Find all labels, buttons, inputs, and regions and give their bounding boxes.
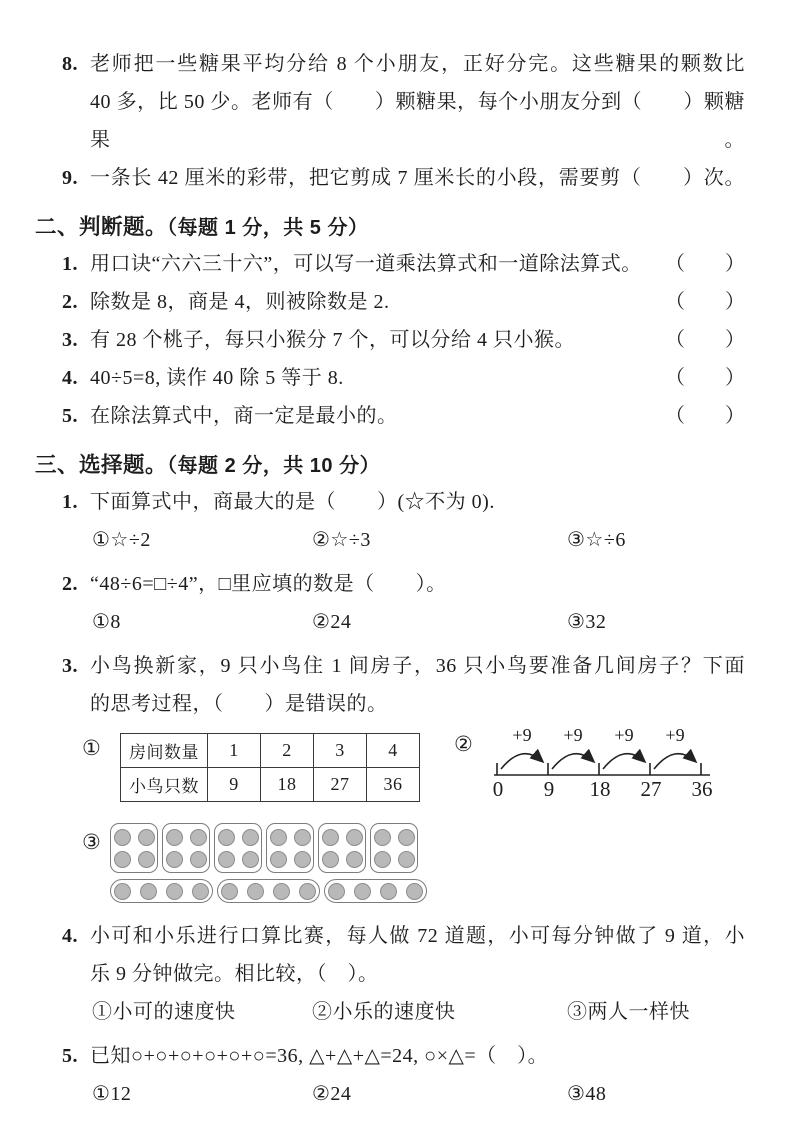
tick-label: 36 [691,777,713,801]
question-body [90,483,745,521]
section-score-note: （每题 1 分，共 5 分） [167,217,369,239]
table-cell: 3 [314,734,367,768]
option-2: ②☆÷3 [312,529,371,551]
question-number: 5. [62,405,78,427]
circle [328,883,345,900]
circle-group [162,823,210,873]
choice-question-4 [62,917,745,993]
circle-group [318,823,366,873]
plus9-arrow-icon [603,754,644,769]
circle-group [110,879,213,903]
question-number: 9. [62,167,78,189]
choice-question-3 [62,647,745,723]
question-text: 乐 9 分钟做完。相比较，（ ）。 [90,963,379,985]
circle [114,851,131,868]
table-cell: 4 [367,734,420,768]
option-2: ②小乐的速度快 [312,1001,456,1023]
circle [166,883,183,900]
answer-slot: （ ） [665,367,745,389]
judge-item-2 [62,283,745,321]
circle [218,829,235,846]
circle [270,829,287,846]
table-cell: 27 [314,768,367,802]
option-2: ②24 [312,611,352,633]
circle [247,883,264,900]
table-cell: 1 [208,734,261,768]
question-text: 老师把一些糖果平均分给 8 个小朋友，正好分完。这些糖果的颗数比 [90,53,745,75]
table-cell: 9 [208,768,261,802]
choice-2-options [92,603,745,641]
circle [218,851,235,868]
circle [346,829,363,846]
option-3: ③48 [567,1083,607,1105]
question-text: 40÷5=8, 读作 40 除 5 等于 8. [90,367,344,389]
circle-group [214,823,262,873]
question-text: 小可和小乐进行口算比赛，每人做 72 道题，小可每分钟做了 9 道，小 [90,925,745,947]
circle [190,851,207,868]
question-text: 40 多，比 50 少。老师有（ ）颗糖果，每个小朋友分到（ ）颗糖果。 [90,91,745,151]
circle-group [324,879,427,903]
question-number: 1. [62,253,78,275]
choice-5-options [92,1075,745,1113]
question-number: 4. [62,925,78,947]
choice-1-options [92,521,745,559]
circle [114,829,131,846]
question-text: 有 28 个桃子，每只小猴分 7 个，可以分给 4 只小猴。 [90,329,575,351]
section-title: 三、选择题。 [35,453,168,477]
option-3: ③☆÷6 [567,529,626,551]
question-number: 2. [62,291,78,313]
circle [138,829,155,846]
circle [190,829,207,846]
circle [322,829,339,846]
plus9-arrow-icon [654,754,695,769]
circle [166,829,183,846]
judge-item-1 [62,245,745,283]
tick-label: 18 [589,777,611,801]
table-cell: 36 [367,768,420,802]
answer-slot: （ ） [665,329,745,351]
question-text: “48÷6=□÷4”，□里应填的数是（ ）。 [90,573,447,595]
answer-slot: （ ） [665,291,745,313]
choice-question-1 [62,483,745,521]
judge-item-5 [62,397,745,435]
option-3: ③两人一样快 [567,1001,690,1023]
choice-3-diagrams [62,723,745,905]
question-number: 8. [62,53,78,75]
circle [270,851,287,868]
question-text: 的思考过程，（ ）是错误的。 [90,693,388,715]
question-text: 小鸟换新家，9 只小鸟住 1 间房子，36 只小鸟要准备几间房子？下面 [90,655,745,677]
circle [294,829,311,846]
question-number: 3. [62,655,78,677]
circle-groups [110,823,427,903]
question-number: 1. [62,491,78,513]
diagram-label-3: ③ [82,830,102,854]
table-cell: 2 [261,734,314,768]
option-2: ②24 [312,1083,352,1105]
circle [166,851,183,868]
answer-slot: （ ） [665,405,745,427]
question-number: 3. [62,329,78,351]
circle-group [110,823,158,873]
table-row [121,768,420,802]
option-1: ①☆÷2 [92,529,151,551]
question-text: 下面算式中，商最大的是（ ）(☆不为 0). [90,491,495,513]
question-8 [62,45,745,159]
circle [294,851,311,868]
circle [374,829,391,846]
question-text: 一条长 42 厘米的彩带，把它剪成 7 厘米长的小段，需要剪（ ）次。 [90,167,745,189]
circle [346,851,363,868]
diagram-label-2: ② [454,732,474,756]
number-line [482,723,722,807]
row-header: 小鸟只数 [121,768,208,802]
question-body [90,45,745,159]
rooms-birds-table [120,733,420,802]
row-header: 房间数量 [121,734,208,768]
question-text: 在除法算式中，商一定是最小的。 [90,405,398,427]
circle-groups-bottom-row [110,879,427,903]
circle-group [217,879,320,903]
arrow-label: +9 [614,725,634,745]
question-9 [62,159,745,197]
circle [273,883,290,900]
question-text: 已知○+○+○+○+○+○=36, △+△+△=24, ○×△=（ ）。 [90,1045,549,1067]
judge-item-4 [62,359,745,397]
question-body [90,565,745,603]
circle [354,883,371,900]
circle [140,883,157,900]
judge-item-3 [62,321,745,359]
question-body [90,917,745,993]
circle [138,851,155,868]
circle [299,883,316,900]
question-text: 除数是 8，商是 4，则被除数是 2. [90,291,390,313]
circle [398,851,415,868]
circle-groups-top-row [110,823,427,873]
question-number: 2. [62,573,78,595]
tick-label: 9 [543,777,555,801]
option-3: ③32 [567,611,607,633]
circle [406,883,423,900]
diagram-label-1: ① [82,736,102,760]
plus9-arrow-icon [501,754,542,769]
section-score-note: （每题 2 分，共 10 分） [167,455,381,477]
section-choice-heading [35,448,745,483]
question-body [90,647,745,723]
section-judge-heading [35,210,745,245]
choice-question-5 [62,1037,745,1075]
plus9-arrow-icon [552,754,593,769]
circle [374,851,391,868]
circle [380,883,397,900]
circle-group [370,823,418,873]
choice-question-2 [62,565,745,603]
table-row [121,734,420,768]
question-body [90,159,745,197]
option-1: ①小可的速度快 [92,1001,236,1023]
table-cell: 18 [261,768,314,802]
arrow-label: +9 [665,725,685,745]
answer-slot: （ ） [665,253,745,275]
option-1: ①12 [92,1083,132,1105]
question-text: 用口诀“六六三十六”，可以写一道乘法算式和一道除法算式。 [90,253,642,275]
question-number: 4. [62,367,78,389]
arrow-label: +9 [563,725,583,745]
circle [221,883,238,900]
choice-4-options [92,993,745,1031]
circle [398,829,415,846]
circle-group [266,823,314,873]
circle [322,851,339,868]
section-title: 二、判断题。 [35,215,168,239]
circle [242,829,259,846]
question-body [90,1037,745,1075]
circle [192,883,209,900]
question-number: 5. [62,1045,78,1067]
option-1: ①8 [92,611,121,633]
tick-label: 27 [640,777,662,801]
circle [242,851,259,868]
tick-label: 0 [492,777,504,801]
arrow-label: +9 [512,725,532,745]
circle [114,883,131,900]
